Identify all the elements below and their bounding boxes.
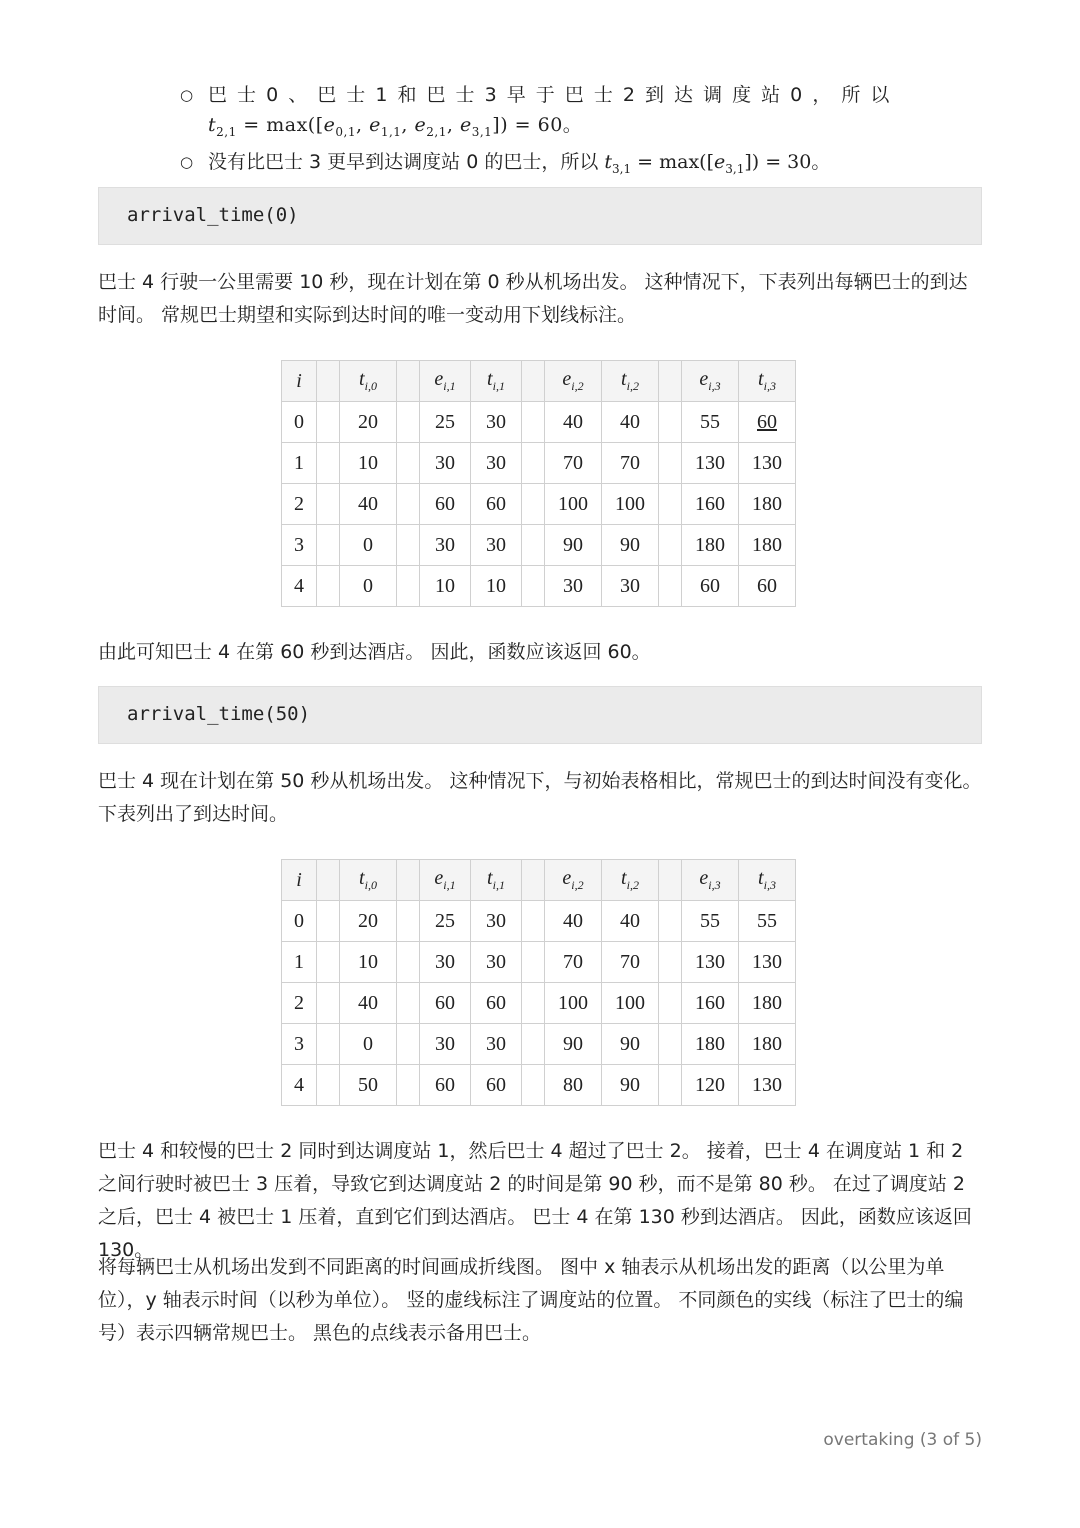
- spacer-cell: [397, 402, 420, 443]
- table-header-row: [282, 361, 796, 402]
- spacer-cell: [317, 1024, 340, 1065]
- table-row: [282, 1024, 796, 1065]
- spacer-cell: [317, 860, 340, 901]
- table-cell: 130: [739, 1065, 796, 1106]
- bullet-item: [180, 80, 970, 147]
- spacer-cell: [317, 942, 340, 983]
- code-text: arrival_time(50): [127, 703, 311, 725]
- spacer-cell: [397, 361, 420, 402]
- table-cell: 180: [739, 1024, 796, 1065]
- spacer-cell: [522, 942, 545, 983]
- spacer-cell: [397, 566, 420, 607]
- header-i: i: [282, 860, 317, 901]
- header-t3: $t_{i,3}$: [739, 361, 796, 402]
- header-t2: $t_{i,2}$: [602, 361, 659, 402]
- spacer-cell: [659, 860, 682, 901]
- spacer-cell: [317, 402, 340, 443]
- spacer-cell: [317, 901, 340, 942]
- table-cell: 25: [420, 402, 471, 443]
- table-cell: 30: [420, 443, 471, 484]
- header-e1: $e_{i,1}$: [420, 361, 471, 402]
- table-row: [282, 484, 796, 525]
- table-row: [282, 525, 796, 566]
- spacer-cell: [317, 443, 340, 484]
- table-cell: 70: [545, 443, 602, 484]
- table-row: [282, 443, 796, 484]
- paragraph: 巴士 4 现在计划在第 50 秒从机场出发。 这种情况下，与初始表格相比，常规巴士的到达时间没有变化。 下表列出了到达时间。: [98, 770, 982, 825]
- table-cell: 10: [340, 443, 397, 484]
- table-cell: 0: [340, 1024, 397, 1065]
- bullet-text: 巴 士 0 、 巴 士 1 和 巴 士 3 早 于 巴 士 2 到 达 调 度 站 0 ， 所 以: [208, 84, 892, 106]
- code-block: [98, 686, 982, 744]
- header-e3: $e_{i,3}$: [682, 860, 739, 901]
- table-cell: 1: [282, 443, 317, 484]
- table-row: [282, 901, 796, 942]
- table-cell: 30: [471, 443, 522, 484]
- spacer-cell: [522, 484, 545, 525]
- spacer-cell: [522, 361, 545, 402]
- table-cell: 0: [282, 402, 317, 443]
- bullet-list: [180, 80, 970, 184]
- table-cell: 90: [545, 1024, 602, 1065]
- table-cell: 0: [340, 566, 397, 607]
- math-formula: $t_{2,1} = \max([e_{0,1}$, $e_{1,1}$, $e_{2,1}$, $e_{3,1}]) = 60$。: [208, 114, 583, 139]
- table-cell: 80: [545, 1065, 602, 1106]
- table-cell: 4: [282, 566, 317, 607]
- paragraph: 将每辆巴士从机场出发到不同距离的时间画成折线图。 图中 x 轴表示从机场出发的距离（以公里为单位），y 轴表示时间（以秒为单位）。 竖的虚线标注了调度站的位置。 不同颜色的实线（标注了巴士的编号）表示四辆常规巴士。 黑色的点线表示备用巴士。: [98, 1256, 964, 1344]
- table-cell: 160: [682, 484, 739, 525]
- table-cell: 20: [340, 402, 397, 443]
- table-cell: 25: [420, 901, 471, 942]
- spacer-cell: [397, 942, 420, 983]
- table-cell: 40: [340, 983, 397, 1024]
- table-cell: 55: [682, 402, 739, 443]
- table-cell: 130: [739, 942, 796, 983]
- table-cell: 30: [602, 566, 659, 607]
- table-cell: 20: [340, 901, 397, 942]
- table-cell: 130: [682, 942, 739, 983]
- table-cell: 0: [340, 525, 397, 566]
- spacer-cell: [522, 1024, 545, 1065]
- table-cell: 90: [602, 525, 659, 566]
- spacer-cell: [659, 443, 682, 484]
- table-row: [282, 566, 796, 607]
- code-text: arrival_time(0): [127, 204, 299, 226]
- table-cell: 100: [545, 484, 602, 525]
- table-cell: 60: [682, 566, 739, 607]
- table-cell: 30: [471, 525, 522, 566]
- table-cell: 130: [739, 443, 796, 484]
- table-row: [282, 942, 796, 983]
- spacer-cell: [659, 402, 682, 443]
- bullet-text: 没有比巴士 3 更早到达调度站 0 的巴士，所以: [208, 150, 599, 173]
- spacer-cell: [317, 484, 340, 525]
- spacer-cell: [659, 1065, 682, 1106]
- header-i: i: [282, 361, 317, 402]
- table-cell: 180: [739, 525, 796, 566]
- table-cell: 30: [471, 1024, 522, 1065]
- spacer-cell: [522, 860, 545, 901]
- spacer-cell: [317, 361, 340, 402]
- header-t0: $t_{i,0}$: [340, 860, 397, 901]
- table-cell: 2: [282, 484, 317, 525]
- table-cell: 40: [602, 402, 659, 443]
- table-cell: 180: [739, 484, 796, 525]
- table-cell: 1: [282, 942, 317, 983]
- arrival-table-2: [281, 859, 796, 1106]
- table-cell: 40: [340, 484, 397, 525]
- table-cell: 3: [282, 525, 317, 566]
- spacer-cell: [397, 1065, 420, 1106]
- spacer-cell: [522, 566, 545, 607]
- table-cell: 90: [602, 1024, 659, 1065]
- spacer-cell: [397, 443, 420, 484]
- bullet-item: [180, 147, 970, 184]
- spacer-cell: [659, 983, 682, 1024]
- table-cell: 90: [545, 525, 602, 566]
- table-cell: 180: [739, 983, 796, 1024]
- header-t1: $t_{i,1}$: [471, 860, 522, 901]
- table-cell: 55: [739, 901, 796, 942]
- table-row: [282, 1065, 796, 1106]
- table-cell: 30: [471, 901, 522, 942]
- table-cell: 70: [602, 942, 659, 983]
- table-cell: 40: [545, 901, 602, 942]
- table-cell: 70: [545, 942, 602, 983]
- table-row: [282, 402, 796, 443]
- spacer-cell: [317, 983, 340, 1024]
- table-cell: 70: [602, 443, 659, 484]
- spacer-cell: [659, 942, 682, 983]
- spacer-cell: [522, 901, 545, 942]
- spacer-cell: [522, 525, 545, 566]
- table-cell: 60: [739, 566, 796, 607]
- spacer-cell: [659, 901, 682, 942]
- header-t2: $t_{i,2}$: [602, 860, 659, 901]
- table-cell: 60: [471, 1065, 522, 1106]
- spacer-cell: [397, 1024, 420, 1065]
- header-e3: $e_{i,3}$: [682, 361, 739, 402]
- table-cell: 100: [602, 484, 659, 525]
- table-cell: 30: [545, 566, 602, 607]
- spacer-cell: [659, 566, 682, 607]
- header-e1: $e_{i,1}$: [420, 860, 471, 901]
- table-cell: 100: [602, 983, 659, 1024]
- table-cell: 55: [682, 901, 739, 942]
- spacer-cell: [317, 566, 340, 607]
- spacer-cell: [397, 484, 420, 525]
- table-cell: 180: [682, 1024, 739, 1065]
- spacer-cell: [397, 901, 420, 942]
- header-t3: $t_{i,3}$: [739, 860, 796, 901]
- spacer-cell: [522, 983, 545, 1024]
- table-cell: 40: [545, 402, 602, 443]
- spacer-cell: [522, 443, 545, 484]
- table-cell: 30: [471, 942, 522, 983]
- table-header-row: [282, 860, 796, 901]
- spacer-cell: [397, 983, 420, 1024]
- table-cell: 90: [602, 1065, 659, 1106]
- table-cell: 50: [340, 1065, 397, 1106]
- paragraph: 巴士 4 行驶一公里需要 10 秒，现在计划在第 0 秒从机场出发。 这种情况下，下表列出每辆巴士的到达时间。 常规巴士期望和实际到达时间的唯一变动用下划线标注。: [98, 271, 968, 326]
- header-t1: $t_{i,1}$: [471, 361, 522, 402]
- header-e2: $e_{i,2}$: [545, 860, 602, 901]
- table-cell: 60: [420, 1065, 471, 1106]
- table-cell: 130: [682, 443, 739, 484]
- spacer-cell: [397, 525, 420, 566]
- table-cell: 2: [282, 983, 317, 1024]
- table-cell: 10: [340, 942, 397, 983]
- spacer-cell: [522, 1065, 545, 1106]
- table-cell: 40: [602, 901, 659, 942]
- table-cell: 180: [682, 525, 739, 566]
- table-cell: 120: [682, 1065, 739, 1106]
- code-block: [98, 187, 982, 245]
- page-footer: overtaking (3 of 5): [823, 1430, 982, 1450]
- table-cell: 30: [420, 942, 471, 983]
- table-cell: 100: [545, 983, 602, 1024]
- spacer-cell: [659, 484, 682, 525]
- table-cell: 30: [420, 525, 471, 566]
- spacer-cell: [397, 860, 420, 901]
- table-cell: 60: [739, 402, 796, 443]
- header-t0: $t_{i,0}$: [340, 361, 397, 402]
- table-cell: 10: [471, 566, 522, 607]
- table-cell: 30: [420, 1024, 471, 1065]
- spacer-cell: [522, 402, 545, 443]
- spacer-cell: [659, 525, 682, 566]
- table-cell: 4: [282, 1065, 317, 1106]
- math-formula: $t_{3,1} = \max([e_{3,1}]) = 30$。: [604, 150, 831, 176]
- spacer-cell: [659, 1024, 682, 1065]
- table-cell: 60: [471, 484, 522, 525]
- table-cell: 0: [282, 901, 317, 942]
- spacer-cell: [659, 361, 682, 402]
- spacer-cell: [317, 525, 340, 566]
- paragraph: 由此可知巴士 4 在第 60 秒到达酒店。 因此，函数应该返回 60。: [98, 641, 651, 663]
- paragraph: 巴士 4 和较慢的巴士 2 同时到达调度站 1，然后巴士 4 超过了巴士 2。 接着，巴士 4 在调度站 1 和 2 之间行驶时被巴士 3 压着，导致它到达调度站 2 的时间是第 90 秒，而不是第 80 秒。 在过了调度站 2 之后，巴士 4 被巴士 1 压着，直到它们到达酒店。 巴士 4 在第 130 秒到达酒店。 因此，函数应该返回 130。: [98, 1140, 972, 1261]
- table-cell: 10: [420, 566, 471, 607]
- header-e2: $e_{i,2}$: [545, 361, 602, 402]
- table-cell: 60: [420, 484, 471, 525]
- table-cell: 60: [471, 983, 522, 1024]
- table-cell: 60: [420, 983, 471, 1024]
- table-row: [282, 983, 796, 1024]
- table-cell: 3: [282, 1024, 317, 1065]
- spacer-cell: [317, 1065, 340, 1106]
- table-cell: 160: [682, 983, 739, 1024]
- arrival-table-1: [281, 360, 796, 607]
- table-cell: 30: [471, 402, 522, 443]
